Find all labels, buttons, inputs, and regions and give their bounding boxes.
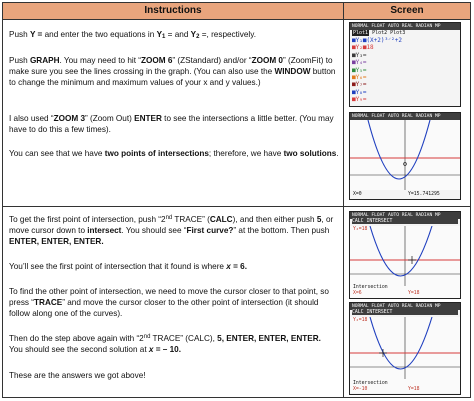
header-instructions: Instructions xyxy=(3,3,344,19)
graph-x-readout: X=0 xyxy=(353,192,362,197)
intersection-label: Intersection xyxy=(353,285,388,290)
calc-screen-intersection-2 xyxy=(349,302,461,395)
row-divider xyxy=(3,206,470,207)
y1-equation: ■Y₁■(X+2)³⸍²+2 xyxy=(352,37,402,44)
plot3-label: Plot3 xyxy=(390,30,406,36)
calc-screen-graph xyxy=(349,112,461,200)
intersection-x: X=6 xyxy=(353,291,362,296)
step-two-solutions: You can see that we have two points of intersections; therefore, we have two solutions. xyxy=(9,149,339,158)
y6-equation: ■Y₆= xyxy=(352,74,367,82)
step-move-cursor: To find the other point of intersection, we need to move the cursor closer to that point, so press “TRACE” and move the cursor closer to the other point of intersection (it should follow along one of the curves). xyxy=(9,287,329,318)
step-second-intersection: Then do the step above again with “2nd TRACE” (CALC), 5, ENTER, ENTER, ENTER. You should see the second solution at x = – 10. xyxy=(9,334,321,354)
step-enter-equations: Push Y = and enter the two equations in $Y_1$ = and $Y_2$ =, respectively. xyxy=(9,30,256,40)
y2-label: Y₂=18 xyxy=(353,227,368,232)
step-push-graph: Push GRAPH. You may need to hit “ZOOM 6” (ZStandard) and/or “ZOOM 0” (ZoomFit) to make sure you see the lines crossing in the graph. (You can also use the WINDOW button to change the minimum and maximum values of your x and y values.) xyxy=(9,56,336,87)
graph-plot xyxy=(350,120,460,199)
y2-equation: ■Y₂■18 xyxy=(352,44,374,52)
step-first-result: You’ll see the first point of intersection that it found is where x = 6. xyxy=(9,262,247,271)
status-bar: NORMAL FLOAT AUTO REAL RADIAN MP xyxy=(350,113,460,120)
status-bar: NORMAL FLOAT AUTO REAL RADIAN MP xyxy=(350,303,460,310)
step-conclusion: These are the answers we got above! xyxy=(9,371,146,380)
plot-row xyxy=(350,30,460,37)
plot2-label: Plot2 xyxy=(372,30,388,36)
graph-y-readout: Y=15.741295 xyxy=(408,192,440,197)
intersection-y: Y=18 xyxy=(408,387,420,392)
plot1-label: Plot1 xyxy=(353,30,369,36)
intersection-x: X=-10 xyxy=(353,387,368,392)
step-first-intersection: To get the first point of intersection, push “2nd TRACE” (CALC), and then either push 5, or move cursor down to intersect. You should see “First curve?” at the bottom. Then push ENTER, ENTER, ENTER. xyxy=(9,215,334,246)
column-divider xyxy=(343,19,344,397)
y3-equation: ■Y₃= xyxy=(352,51,367,59)
status-bar: NORMAL FLOAT AUTO REAL RADIAN MP xyxy=(350,212,460,219)
table-header xyxy=(3,3,470,20)
intersection-label: Intersection xyxy=(353,381,388,386)
y7-equation: ■Y₇= xyxy=(352,81,367,89)
y4-equation: ■Y₄= xyxy=(352,59,367,67)
header-screen: Screen xyxy=(390,5,424,16)
calc-screen-intersection-1 xyxy=(349,211,461,299)
step-zoom-out: I also used “ZOOM 3” (Zoom Out) ENTER to see the intersections a little better. (You may have to do this a few times). xyxy=(9,114,334,134)
y8-equation: ■Y₈= xyxy=(352,88,367,96)
calc-title: CALC INTERSECT xyxy=(352,219,458,224)
y2-label: Y₂=18 xyxy=(353,318,368,323)
y9-equation: ■Y₉= xyxy=(352,96,367,104)
calc-screen-y-editor xyxy=(349,22,461,107)
status-bar: NORMAL FLOAT AUTO REAL RADIAN MP xyxy=(350,23,460,30)
intersection-y: Y=18 xyxy=(408,291,420,296)
y5-equation: ■Y₅= xyxy=(352,66,367,74)
calc-title: CALC INTERSECT xyxy=(352,310,458,315)
